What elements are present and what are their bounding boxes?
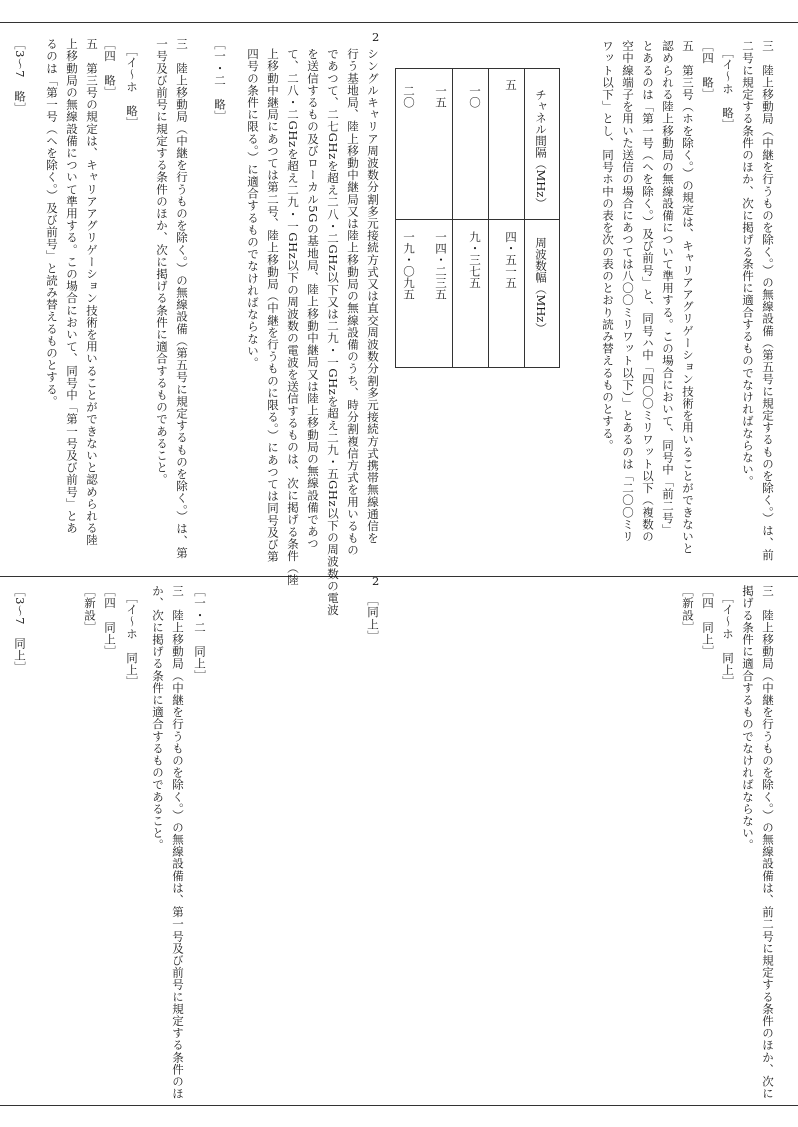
top-rule <box>0 22 798 23</box>
lower-left-line: ［新設］ <box>83 585 97 634</box>
lower-left-line: ［イ～ホ 同上］ <box>125 585 139 689</box>
table-cell-bandwidth: 四・五一五 <box>504 231 518 289</box>
lower-section-number: 2 <box>372 574 380 588</box>
lower-left-line: 三 陸上移動局（中継を行うものを除く。）の無線設備は、第一号及び前号に規定する条件のほ <box>171 585 185 1100</box>
upper-left-line: 行う基地局、陸上移動中継局又は陸上移動局の無線設備のうち、時分割複信方式を用いるもの <box>346 48 360 557</box>
upper-left-line: ［四 略］ <box>103 38 117 99</box>
upper-left-line: ［3～7 略］ <box>13 38 27 115</box>
upper-left-line: 五 第三号の規定は、キャリアアグリゲーション技術を用いることができないと認められる陸 <box>85 38 99 547</box>
middle-rule <box>0 576 798 577</box>
upper-right-line: 五 第三号（ホを除く。）の規定は、キャリアアグリゲーション技術を用いることができないと <box>681 40 695 555</box>
table-cell-bandwidth: 九・三七五 <box>468 231 482 289</box>
upper-left-line: 上移動局の無線設備について準用する。この場合において、同号中「第一号及び前号」とあ <box>65 38 79 535</box>
upper-left-line: 上移動中継局にあつては第二号、陸上移動局（中継を行うものに限る。）にあつては同号及び第 <box>266 48 280 563</box>
table-cell-channel: 五 <box>504 79 518 91</box>
upper-right-line: 三 陸上移動局（中継を行うものを除く。）の無線設備（第五号に規定するものを除く。）は、前 <box>761 40 775 561</box>
table-header-bandwidth: 周波数幅（MHz） <box>534 237 548 334</box>
table-cell-channel: 一五 <box>434 85 448 108</box>
upper-right-line: ［四 略］ <box>701 40 715 101</box>
upper-left-line: 四号の条件に限る。）に適合するものでなければならない。 <box>246 48 260 369</box>
lower-right-line: 三 陸上移動局（中継を行うものを除く。）の無線設備は、前二号に規定する条件のほか、次に <box>761 585 775 1100</box>
table-cell-channel: 一〇 <box>468 85 482 108</box>
upper-left-line: ［イ～ホ 略］ <box>125 38 139 130</box>
upper-right-line: 二号に規定する条件のほか、次に掲げる条件に適合するものでなければならない。 <box>741 40 755 488</box>
upper-left-line: るのは「第一号（ヘを除く。）及び前号」と読み替えるものとする。 <box>45 38 59 408</box>
channel-bandwidth-table <box>395 68 560 368</box>
upper-right-line: ワット以下」とし、同号ホ中の表を次の表のとおり読み替えるものとする。 <box>601 40 615 452</box>
upper-left-line: 一号及び前号に規定する条件のほか、次に掲げる条件に適合するものであること。 <box>155 38 169 486</box>
lower-left-line: ［四 同上］ <box>103 585 117 658</box>
lower-right-line: ［新設］ <box>681 585 695 634</box>
upper-section-number: 2 <box>372 30 380 44</box>
lower-left-line: ［3～7 同上］ <box>13 585 27 674</box>
upper-left-line: て、二八・二GHzを超え二九・一GHz以下の周波数の電波を送信するものは、次に掲げる条件（陸 <box>286 48 300 587</box>
bottom-rule <box>0 1105 798 1106</box>
upper-left-line: ［一・二 略］ <box>213 38 227 123</box>
lower-right-line: ［イ～ホ 同上］ <box>721 585 735 689</box>
upper-left-line: を送信するもの及びローカル5Gの基地局、陸上移動中継局又は陸上移動局の無線設備であつ <box>306 48 320 550</box>
upper-left-line: シングルキャリア周波数分割多元接続方式又は直交周波数分割多元接続方式携帯無線通信を <box>366 48 380 545</box>
lower-right-line: 掲げる条件に適合するものでなければならない。 <box>741 585 755 852</box>
upper-right-line: 認められる陸上移動局の無線設備について準用する。この場合において、同号中「前二号」 <box>661 40 675 537</box>
upper-left-line: であつて、二七GHzを超え二八・二GHz以下又は二九・一GHzを超え二九・五GHz以下の周波数の電波 <box>326 48 340 617</box>
upper-left-line: 三 陸上移動局（中継を行うものを除く。）の無線設備（第五号に規定するものを除く。）は、第 <box>175 38 189 559</box>
upper-right-line: ［イ～ホ 略］ <box>721 40 735 132</box>
lower-left-line: ［一・二 同上］ <box>193 585 207 682</box>
table-cell-bandwidth: 一九・〇九五 <box>402 231 416 300</box>
table-cell-channel: 二〇 <box>402 85 416 108</box>
table-cell-bandwidth: 一四・二三五 <box>434 231 448 300</box>
table-header-channel: チャネル間隔（MHz） <box>534 89 548 209</box>
lower-right-line: ［四 同上］ <box>701 585 715 658</box>
upper-right-line: 空中線端子を用いた送信の場合にあつては八〇〇ミリワット以下）」とあるのは「二〇〇ミリ <box>621 40 635 543</box>
upper-right-line: とあるのは「第一号（ヘを除く。）及び前号」と、同号ハ中「四〇〇ミリワット以下（複数の <box>641 40 655 543</box>
lower-left-line: か、次に掲げる条件に適合するものであること。 <box>151 585 165 852</box>
lower-middle-line: ［同上］ <box>366 594 380 643</box>
